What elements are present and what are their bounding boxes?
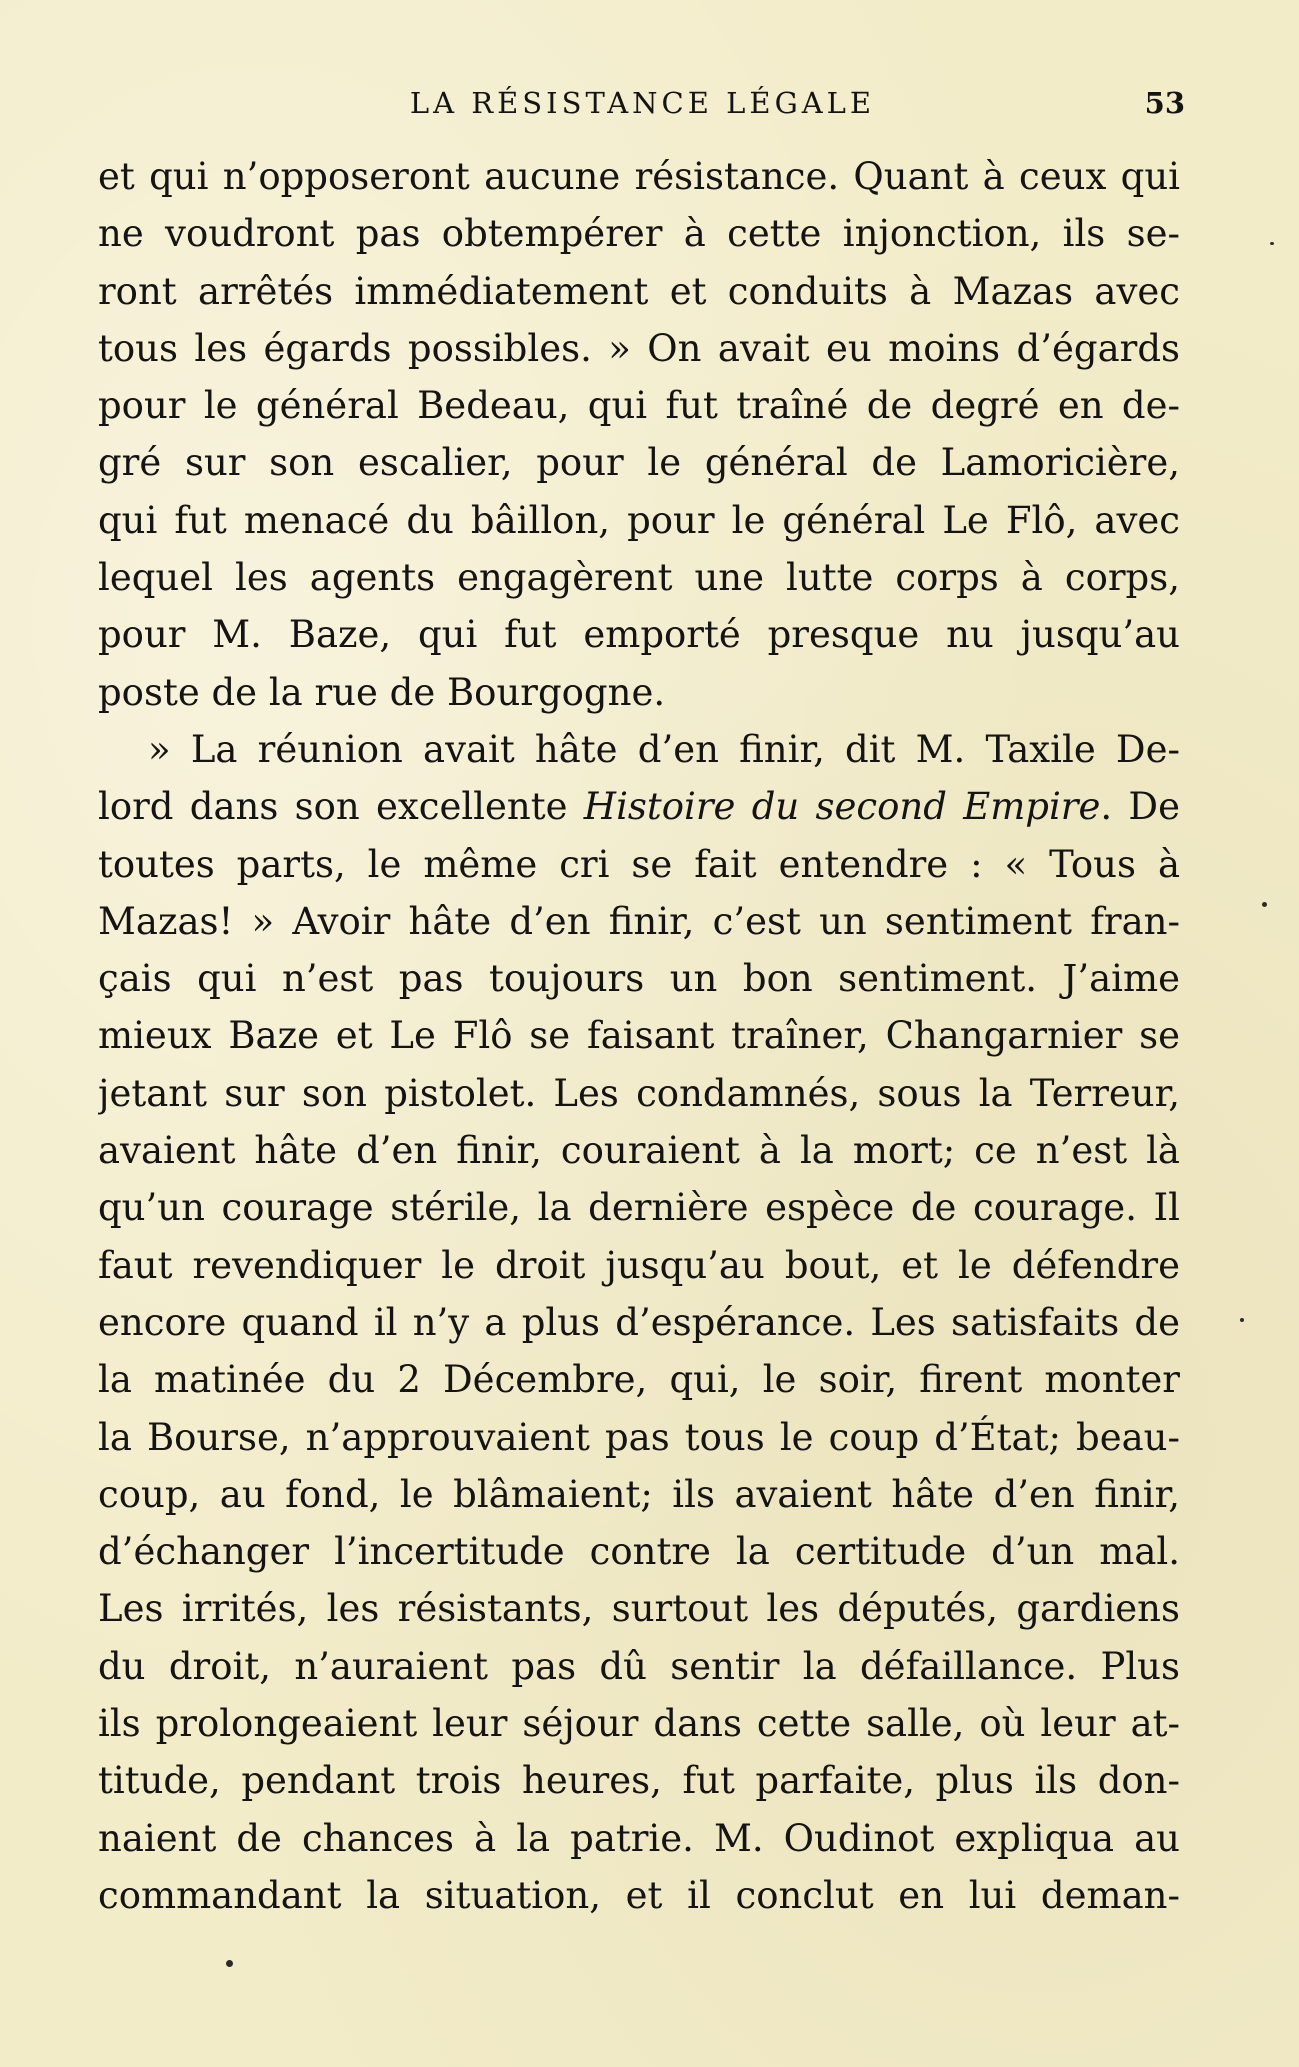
text-line: pour M. Baze, qui fut emporté presque nu jusqu’au	[98, 613, 1180, 657]
text-line: Mazas! » Avoir hâte d’en finir, c’est un sentiment fran-	[98, 899, 1180, 943]
text-line: ne voudront pas obtempérer à cette injonction, ils se-	[98, 212, 1180, 256]
text-line: du droit, n’auraient pas dû sentir la défaillance. Plus	[98, 1644, 1180, 1688]
text-line: pour le général Bedeau, qui fut traîné de degré en de-	[98, 384, 1180, 428]
text-line-with-title	[98, 778, 1180, 835]
text-line: tous les égards possibles. » On avait eu moins d’égards	[98, 326, 1180, 370]
text-segment: lord dans son excellente	[98, 785, 584, 829]
paragraph-end-line: poste de la rue de Bourgogne.	[98, 670, 666, 714]
body-text	[98, 148, 1180, 1924]
text-line: çais qui n’est pas toujours un bon sentiment. J’aime	[98, 957, 1180, 1001]
text-line: d’échanger l’incertitude contre la certitude d’un mal.	[98, 1530, 1180, 1574]
text-line: coup, au fond, le blâmaient; ils avaient hâte d’en finir,	[98, 1472, 1180, 1516]
running-title: LA RÉSISTANCE LÉGALE	[409, 86, 876, 120]
text-line: titude, pendant trois heures, fut parfaite, plus ils don-	[98, 1759, 1180, 1803]
running-header	[100, 78, 1185, 128]
text-line: la matinée du 2 Décembre, qui, le soir, firent monter	[98, 1358, 1180, 1402]
text-line: ront arrêtés immédiatement et conduits à Mazas avec	[98, 269, 1180, 313]
text-line: commandant la situation, et il conclut en lui deman-	[98, 1873, 1180, 1917]
text-line: lequel les agents engagèrent une lutte corps à corps,	[98, 556, 1180, 600]
text-line: la Bourse, n’approuvaient pas tous le coup d’État; beau-	[98, 1415, 1180, 1459]
text-line: faut revendiquer le droit jusqu’au bout, et le défendre	[98, 1243, 1180, 1287]
text-segment: . De	[1100, 785, 1180, 829]
text-line: toutes parts, le même cri se fait entendre : « Tous à	[98, 842, 1180, 886]
page-number: 53	[1144, 86, 1185, 120]
text-line: ils prolongeaient leur séjour dans cette salle, où leur at-	[98, 1702, 1180, 1746]
text-line: Les irrités, les résistants, surtout les députés, gardiens	[98, 1587, 1180, 1631]
text-line: qui fut menacé du bâillon, pour le général Le Flô, avec	[98, 498, 1180, 542]
ink-speck	[1270, 242, 1274, 245]
text-line: naient de chances à la patrie. M. Oudinot expliqua au	[98, 1816, 1180, 1860]
text-line: mieux Baze et Le Flô se faisant traîner, Changarnier se	[98, 1014, 1180, 1058]
ink-speck	[1262, 902, 1267, 907]
text-line: encore quand il n’y a plus d’espérance. Les satisfaits de	[98, 1300, 1180, 1344]
ink-speck	[226, 1960, 233, 1967]
text-line: jetant sur son pistolet. Les condamnés, sous la Terreur,	[98, 1071, 1180, 1115]
text-line: avaient hâte d’en finir, couraient à la mort; ce n’est là	[98, 1129, 1180, 1173]
text-line: gré sur son escalier, pour le général de Lamoricière,	[98, 441, 1180, 485]
text-line: qu’un courage stérile, la dernière espèce de courage. Il	[98, 1186, 1180, 1230]
book-title: Histoire du second Empire	[583, 785, 1101, 829]
text-line: et qui n’opposeront aucune résistance. Quant à ceux qui	[98, 155, 1180, 198]
ink-speck	[1240, 1318, 1244, 1322]
paragraph-start-line: » La réunion avait hâte d’en finir, dit M. Taxile De-	[148, 727, 1180, 771]
